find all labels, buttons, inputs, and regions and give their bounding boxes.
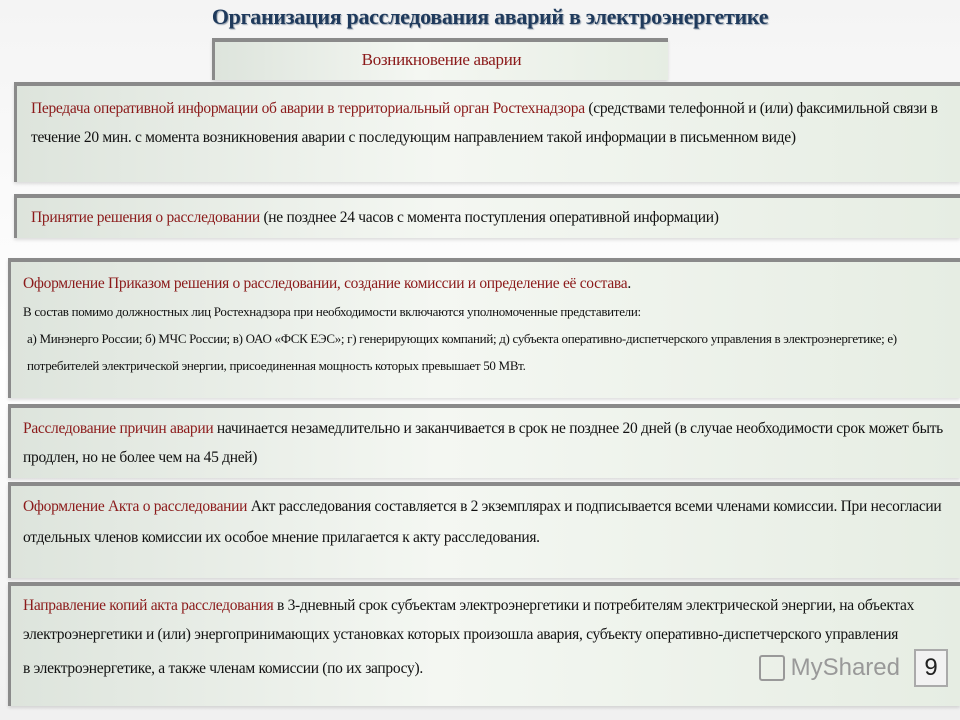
step-text: Акт расследования составляется в 2 экземплярах и подписывается всеми членами комиссии. При несогласии отдельных членов комиссии их особое мнение прилагается к акту расследования. (23, 498, 942, 546)
watermark-logo (759, 653, 900, 683)
step-text: (средствами телефонной и (или) факсимильной связи в течение 20 мин. с момента возникновения аварии с последующим направлением такой информации в письменном виде) (31, 100, 938, 146)
watermark-text: MyShared (790, 654, 900, 681)
step-box-3 (8, 258, 960, 398)
step-text: . (627, 275, 631, 292)
step-box-1 (14, 82, 960, 182)
step-box-6 (8, 582, 960, 706)
header-box-accident-occurrence (212, 38, 668, 80)
step-label: Направление копий акта расследования (23, 597, 274, 614)
step-label: Оформление Акта о расследовании (23, 498, 248, 515)
step-text: начинается незамедлительно и заканчивается в срок не позднее 20 дней (в случае необходимости срок может быть продлен, но не более чем на 45 дней) (23, 420, 943, 466)
step-detail: а) Минэнерго России; б) МЧС России; в) ОАО «ФСК ЕЭС»; г) генерирующих компаний; д) субъекта оперативно-диспетчерского управления в электроэнергетике; е) потребителей электрической энергии, присоединенная мощность которых превышает 50 МВт. (27, 331, 897, 373)
step-text-continued: в электроэнергетике, а также членам комиссии (по их запросу). (23, 659, 423, 677)
step-label: Расследование причин аварии (23, 420, 214, 437)
step-detail: В состав помимо должностных лиц Ростехнадзора при необходимости включаются уполномоченные представители: (23, 304, 641, 319)
step-box-4 (8, 404, 960, 478)
header-box-text: Возникновение аварии (361, 50, 522, 69)
step-text: в 3-дневный срок субъектам электроэнергетики и потребителям электрической энергии, на объектах электроэнергетики и (или) энергопринимающих установках которых произошла авария, субъекту оперативно-диспетчерского управления (23, 597, 915, 643)
step-label: Принятие решения о расследовании (31, 209, 260, 226)
step-label: Передача оперативной информации об аварии в территориальный орган Ростехнадзора (31, 100, 585, 117)
step-box-2 (14, 194, 960, 238)
presentation-icon (759, 655, 785, 681)
slide-title: Организация расследования аварий в электроэнергетике (211, 4, 769, 29)
page-number: 9 (914, 649, 948, 687)
step-box-5 (8, 482, 960, 578)
step-text: (не позднее 24 часов с момента поступления оперативной информации) (259, 209, 719, 226)
step-label: Оформление Приказом решения о расследовании, создание комиссии и определение её состава (23, 275, 628, 292)
